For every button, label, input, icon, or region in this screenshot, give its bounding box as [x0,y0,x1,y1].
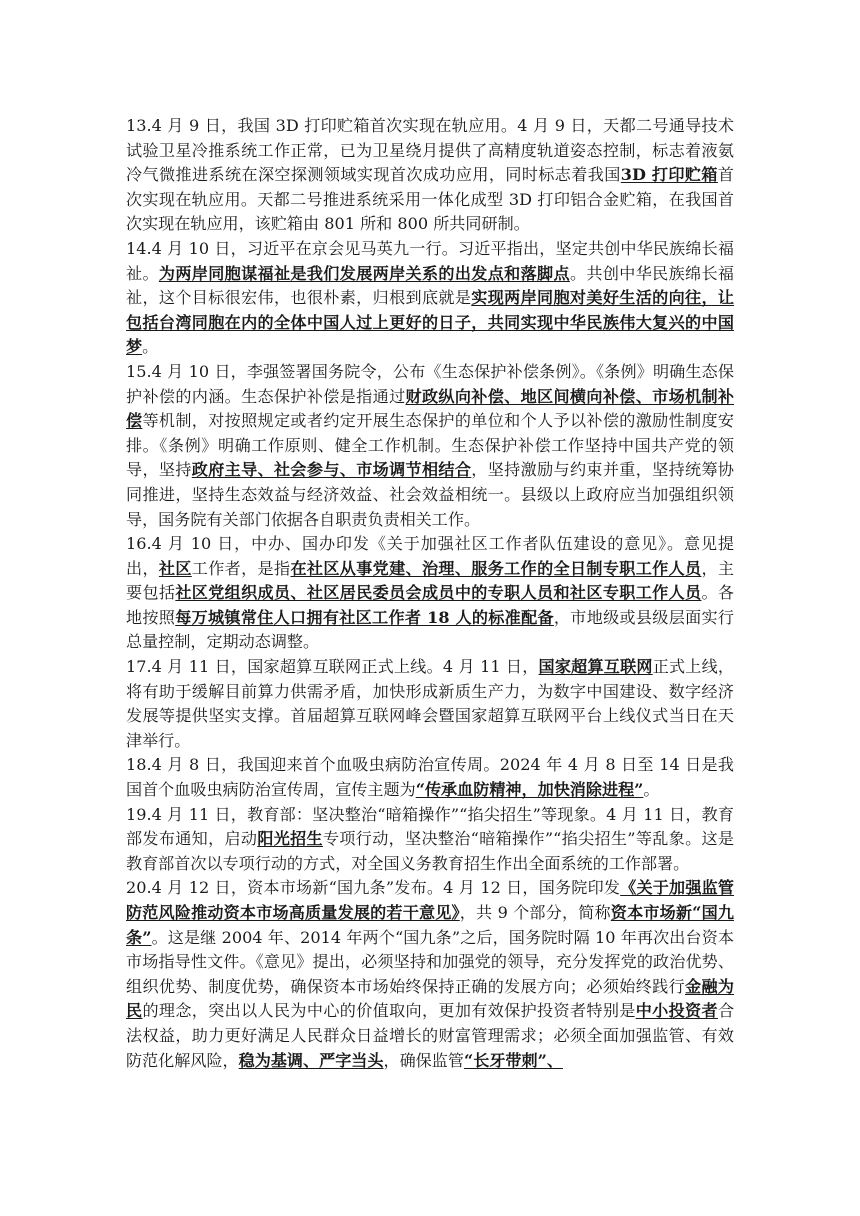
key-point-text: 财政纵向补偿、地区间横向补偿、市场机制补偿 [126,386,735,431]
body-text: 20.4 月 12 日，资本市场新“国九条”发布。4 月 12 日，国务院印发 [126,878,621,898]
key-point-text: 《关于加强监管防范风险推动资本市场高质量发展的若干意见》 [126,878,734,922]
key-point-text: 中小投资者 [635,1001,718,1021]
body-text: ，共 9 个部分，简称 [459,903,611,922]
news-item-16 [126,532,734,655]
key-point-text: 3D 打印贮箱 [620,165,718,185]
news-item-20 [126,876,734,1073]
body-text: ，确保监管 [383,1050,464,1070]
body-text: 专项行动，坚决整治“暗箱操作”“掐尖招生”等乱象。这是教育部首次以专项行动的方式，对全国义务教育招生作出全面系统的工作部署。 [126,829,735,873]
body-text: 。各地按照 [126,583,735,627]
body-text: 正式上线，将有助于缓解目前算力供需矛盾，加快形成新质生产力，为数字中国建设、数字经济发展等提供坚实支撑。首届超算互联网峰会暨国家超算互联网平台上线仪式当日在天津举行。 [126,657,735,750]
body-text: ，市地级或县级层面实行总量控制，定期动态调整。 [126,607,735,652]
body-text: 等机制，对按照规定或者约定开展生态保护的单位和个人予以补偿的激励性制度安排。《条例》明确工作原则、健全工作机制。生态保护补偿工作坚持中国共产党的领导，坚持 [126,411,735,480]
body-text: 首次实现在轨应用。天都二号推进系统采用一体化成型 3D 打印铝合金贮箱，在我国首次实现在轨应用，该贮箱由 801 所和 800 所共同研制。 [126,165,735,234]
key-point-text: 社区 [158,558,192,578]
key-point-text: 资本市场新“国九条” [126,903,734,947]
news-item-18 [126,753,734,802]
key-point-text: 为两岸同胞谋福祉是我们发展两岸关系的出发点和落脚点 [158,263,570,283]
body-text: 。这是继 2004 年、2014 年两个“国九条”之后，国务院时隔 10 年再次出台资本市场指导性文件。《意见》提出，必须坚持和加强党的领导，充分发挥党的政治优势、组织优势、制度优势，确保资本市场始终保持正确的发展方向；必须始终践行 [126,927,734,996]
body-text: 17.4 月 11 日，国家超算互联网正式上线。4 月 11 日， [126,657,539,677]
news-item-17 [126,655,734,753]
news-item-19 [126,803,734,877]
key-point-text: 阳光招生 [257,829,323,849]
body-text: 。 [643,780,660,800]
body-text: 工作者，是指 [191,558,291,578]
body-text: 。 [142,337,159,357]
key-point-text: 国家超算互联网 [538,657,653,677]
body-text: 的理念，突出以人民为中心的价值取向，更加有效保护投资者特别是 [142,1001,636,1021]
key-point-text: 金融为民 [126,976,735,1021]
body-text: ，主要包括 [126,558,735,603]
key-point-text: 在社区从事党建、治理、服务工作的全日制专职工作人员 [290,558,702,578]
body-text: 14.4 月 10 日，习近平在京会见马英九一行。习近平指出，坚定共创中华民族绵长福祉。 [126,238,734,283]
key-point-text: 政府主导、社会参与、市场调节相结合 [191,460,472,480]
news-item-14 [126,237,734,360]
key-point-text: 稳为基调、严字当头 [238,1050,384,1070]
key-point-text: “传承血防精神，加快消除进程” [415,780,644,800]
key-point-text: 每万城镇常住人口拥有社区工作者 18 人的标准配备 [175,607,554,627]
body-text: 合法权益，助力更好满足人民群众日益增长的财富管理需求；必须全面加强监管、有效防范化解风险， [126,1001,735,1070]
news-item-15 [126,360,734,532]
key-point-text: 社区党组织成员、社区居民委员会成员中的专职人员和社区专职工作人员 [175,583,702,603]
body-text: 13.4 月 9 日，我国 3D 打印贮箱首次实现在轨应用。4 月 9 日，天都二号通导技术试验卫星冷推系统工作正常，已为卫星绕月提供了高精度轨道姿态控制，标志着液氨冷气微推进系统在深空探测领域实现首次成功应用，同时标志着我国 [126,116,734,185]
body-text: ，坚持激励与约束并重，坚持统筹协同推进，坚持生态效益与经济效益、社会效益相统一。县级以上政府应当加强组织领导，国务院有关部门依据各自职责负责相关工作。 [126,460,735,529]
body-text: 16.4 月 10 日，中办、国办印发《关于加强社区工作者队伍建设的意见》。意见提出， [126,534,734,578]
key-point-text: “长牙带刺”、 [463,1050,563,1070]
body-text: 18.4 月 8 日，我国迎来首个血吸虫病防治宣传周。2024 年 4 月 8 日至 14 日是我国首个血吸虫病防治宣传周，宣传主题为 [126,755,734,800]
body-text: 19.4 月 11 日，教育部：坚决整治“暗箱操作”“掐尖招生”等现象。4 月 11 日，教育部发布通知，启动 [126,804,734,849]
key-point-text: 实现两岸同胞对美好生活的向往，让包括台湾同胞在内的全体中国人过上更好的日子，共同实现中华民族伟大复兴的中国梦 [126,288,735,357]
news-item-13 [126,114,734,237]
body-text: 。共创中华民族绵长福祉，这个目标很宏伟，也很朴素，归根到底就是 [126,263,735,308]
body-text: 15.4 月 10 日，李强签署国务院令，公布《生态保护补偿条例》。《条例》明确生态保护补偿的内涵。生态保护补偿是指通过 [126,361,734,406]
